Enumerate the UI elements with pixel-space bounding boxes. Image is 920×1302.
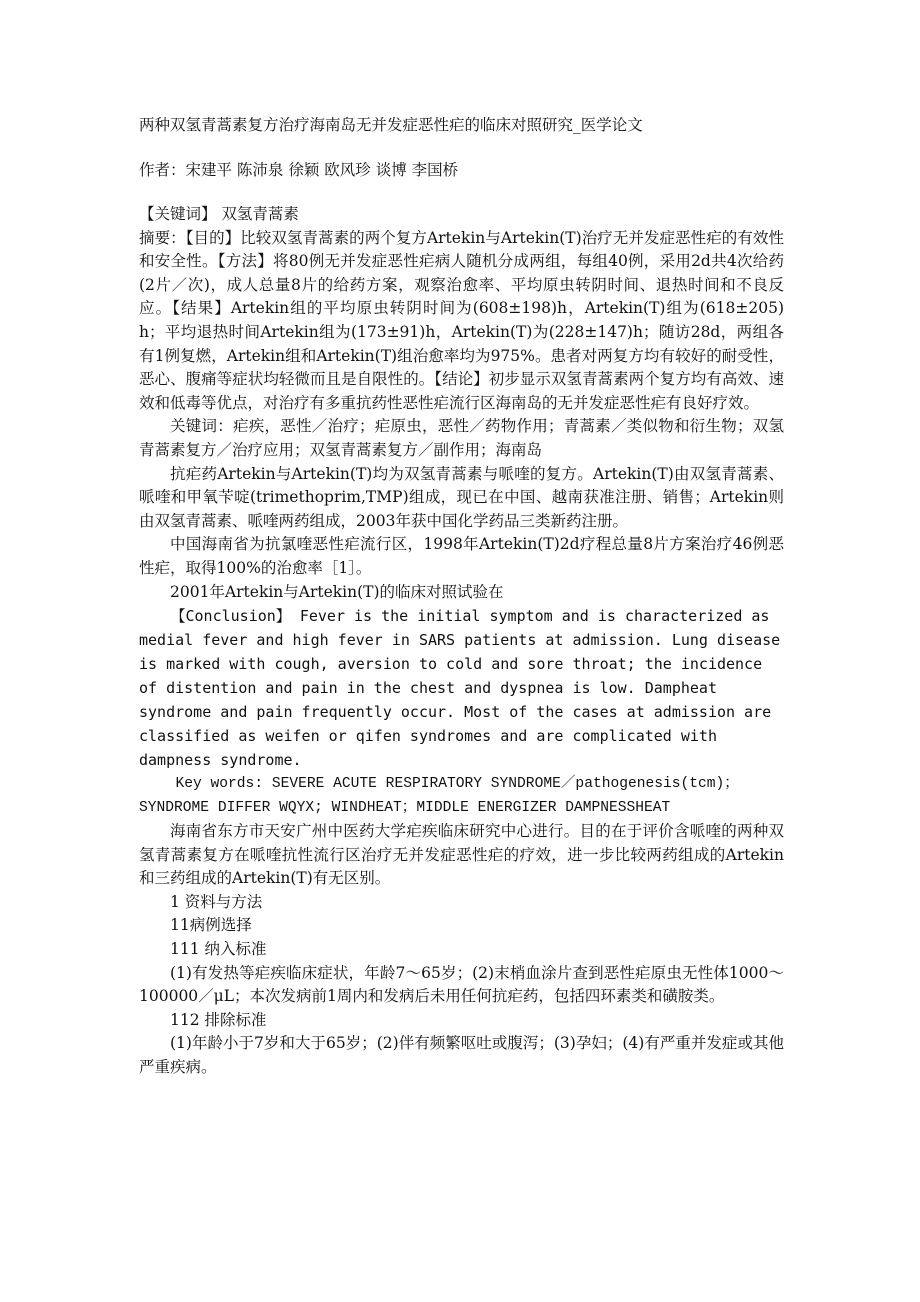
section-heading-1-1: 11病例选择: [170, 916, 252, 935]
trial-2001-paragraph: 2001年Artekin与Artekin(T)的临床对照试验在: [170, 582, 504, 601]
section-heading-1: 1 资料与方法: [170, 892, 263, 911]
intro-paragraph: 抗疟药Artekin与Artekin(T)均为双氢青蒿素与哌喹的复方。Artekin(T)由双氢青蒿素、哌喹和甲氧苄啶(trimethoprim,TMP)组成，现已在中国、越南获准注册、销售；Artekin则由双氢青蒿素、哌喹两药组成，2003年获中国化学药品三类新药注册。: [139, 464, 784, 530]
section-heading-1-1-2: 112 排除标准: [170, 1010, 267, 1029]
author-line: 作者：宋建平 陈沛泉 徐颖 欧风珍 谈博 李国桥: [139, 161, 459, 179]
inclusion-criteria-paragraph: (1)有发热等疟疾临床症状，年龄7～65岁；(2)末梢血涂片查到恶性疟原虫无性体1000～100000／μL；本次发病前1周内和发病后未用任何抗疟药，包括四环素类和磺胺类。: [139, 963, 784, 1006]
hainan-paragraph: 中国海南省为抗氯喹恶性疟流行区，1998年Artekin(T)2d疗程总量8片方案治疗46例恶性疟，取得100%的治愈率［1］。: [139, 535, 784, 577]
conclusion-en-paragraph: 【Conclusion】 Fever is the initial symptom and is characterized as medial fever and high fever in SARS patients at admission. Lung disease is marked with cough, aversion to cold and sore throat; the incidence of distention and pain in the chest and dyspnea is low. Dampheat syndrome and pain frequently occur. Most of the cases at admission are classified as weifen or qifen syndromes and are complicated with dampness syndrome.: [139, 607, 781, 770]
exclusion-criteria-paragraph: (1)年龄小于7岁和大于65岁；(2)伴有频繁呕吐或腹泻；(3)孕妇；(4)有严重并发症或其他严重疾病。: [139, 1034, 784, 1077]
section-heading-1-1-1: 111 纳入标准: [170, 940, 267, 959]
study-site-paragraph: 海南省东方市天安广州中医药大学疟疾临床研究中心进行。目的在于评价含哌喹的两种双氢青蒿素复方在哌喹抗性流行区治疗无并发症恶性疟的疗效，进一步比较两药组成的Artekin和三药组成的Artekin(T)有无区别。: [139, 822, 784, 888]
keywords-cn-paragraph: 关键词：疟疾，恶性／治疗；疟原虫，恶性／药物作用；青蒿素／类似物和衍生物；双氢青蒿素复方／治疗应用；双氢青蒿素复方／副作用；海南岛: [139, 417, 784, 459]
keywords-en-paragraph: Key words: SEVERE ACUTE RESPIRATORY SYNDROME／pathogenesis(tcm)；SYNDROME DIFFER WQYX; WINDHEAT；MIDDLE ENERGIZER DAMPNESSHEAT: [139, 776, 739, 817]
document-body: [139, 203, 784, 1080]
document-title: 两种双氢青蒿素复方治疗海南岛无并发症恶性疟的临床对照研究_医学论文: [139, 116, 643, 134]
keywords-header: 【关键词】 双氢青蒿素: [139, 205, 299, 223]
abstract-paragraph: 摘要：【目的】比较双氢青蒿素的两个复方Artekin与Artekin(T)治疗无并发症恶性疟的有效性和安全性。【方法】将80例无并发症恶性疟病人随机分成两组，每组40例，采用2d共4次给药(2片／次)，成人总量8片的给药方案，观察治愈率、平均原虫转阴时间、退热时间和不良反应。【结果】Artekin组的平均原虫转阴时间为(608±198)h，Artekin(T)组为(618±205)h；平均退热时间Artekin组为(173±91)h，Artekin(T)为(228±147)h；随访28d，两组各有1例复燃，Artekin组和Artekin(T)组治愈率均为975%。患者对两复方均有较好的耐受性，恶心、腹痛等症状均轻微而且是自限性的。【结论】初步显示双氢青蒿素两个复方均有高效、速效和低毒等优点，对治疗有多重抗药性恶性疟流行区海南岛的无并发症恶性疟有良好疗效。: [139, 228, 784, 412]
